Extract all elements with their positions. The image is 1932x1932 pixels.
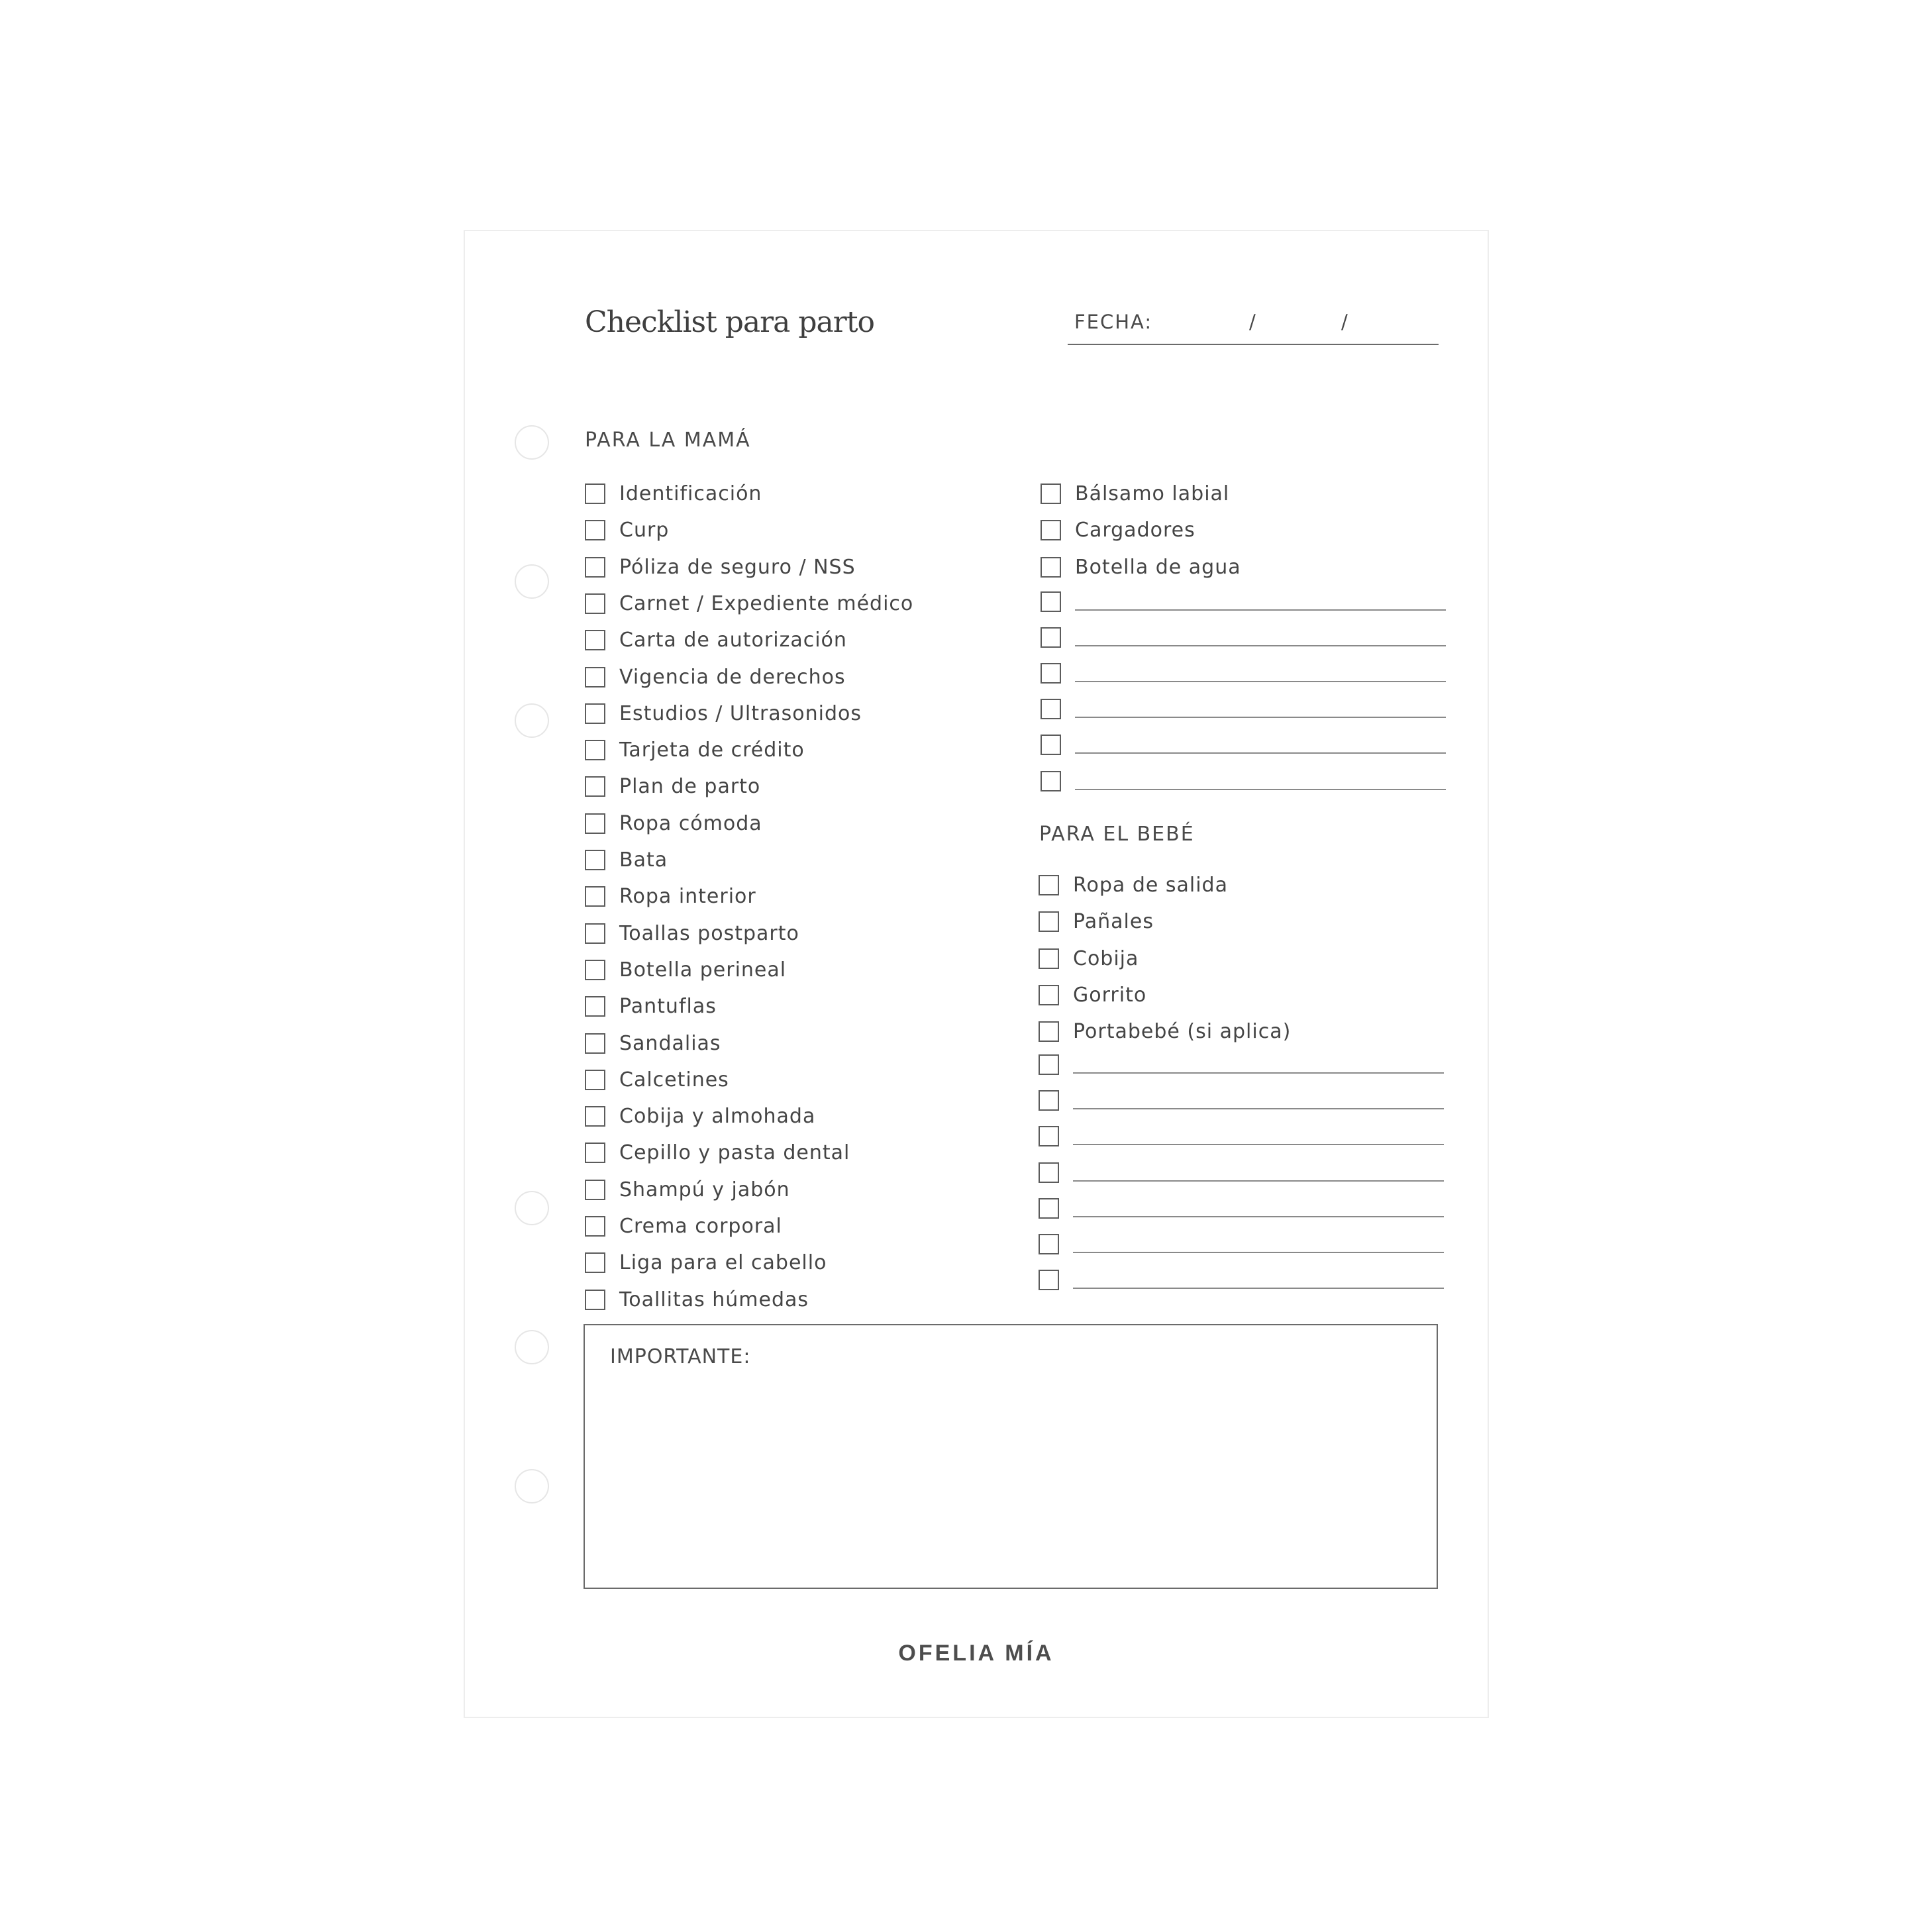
write-in-line[interactable] [1073,1108,1444,1109]
checkbox[interactable] [585,1143,605,1163]
checklist-item-label: Liga para el cabello [619,1250,827,1274]
checklist-item[interactable] [585,554,856,580]
checklist-item-label: Carnet / Expediente médico [619,591,914,615]
write-in-line[interactable] [1075,717,1446,718]
checklist-item-label: Bálsamo labial [1075,482,1230,505]
checklist-item[interactable] [585,883,756,909]
checkbox[interactable] [585,520,605,540]
blank-checklist-item[interactable] [1041,660,1446,686]
checkbox[interactable] [1041,771,1061,791]
checklist-item-label: Tarjeta de crédito [619,738,805,762]
checklist-item[interactable] [585,664,846,690]
checklist-item[interactable] [585,773,760,799]
write-in-line[interactable] [1073,1072,1444,1074]
checkbox[interactable] [585,740,605,760]
checkbox[interactable] [1039,1234,1059,1254]
checkbox[interactable] [585,1106,605,1127]
checkbox[interactable] [585,630,605,650]
binder-hole [515,564,549,599]
checklist-item[interactable] [585,1286,809,1313]
checklist-item[interactable] [585,737,805,763]
checkbox[interactable] [1041,520,1061,540]
checkbox[interactable] [1041,591,1061,612]
checkbox[interactable] [1039,875,1059,895]
checklist-item-label: Curp [619,518,670,542]
checkbox[interactable] [585,850,605,870]
checkbox[interactable] [585,1070,605,1090]
brand-logo: OFELIA MÍA [898,1641,1054,1666]
write-in-line[interactable] [1073,1288,1444,1289]
binder-hole [515,1469,549,1503]
checklist-item-label: Cobija y almohada [619,1104,816,1128]
checklist-item[interactable] [585,1139,850,1166]
checkbox[interactable] [1039,948,1059,969]
section-heading-bebe: PARA EL BEBÉ [1039,823,1195,846]
checkbox[interactable] [1039,1162,1059,1183]
checklist-item-label: Botella perineal [619,958,787,982]
write-in-line[interactable] [1075,645,1446,646]
binder-hole [515,703,549,738]
date-label: FECHA: [1074,311,1153,333]
checklist-item-label: Carta de autorización [619,628,847,652]
checklist-item-label: Portabebé (si aplica) [1073,1019,1292,1043]
checkbox[interactable] [585,1180,605,1200]
blank-checklist-item[interactable] [1039,1087,1444,1113]
checkbox[interactable] [585,886,605,907]
checklist-item-label: Pañales [1073,909,1154,933]
checklist-item[interactable] [585,700,862,727]
checklist-item-label: Gorrito [1073,983,1147,1007]
date-separator: / [1341,311,1348,333]
checklist-item[interactable] [585,1213,782,1239]
write-in-line[interactable] [1075,752,1446,754]
checklist-item[interactable] [1041,517,1195,543]
section-heading-mama: PARA LA MAMÁ [585,429,751,452]
blank-checklist-item[interactable] [1039,1266,1444,1293]
blank-checklist-item[interactable] [1039,1159,1444,1186]
checklist-item-label: Sandalias [619,1031,721,1055]
blank-checklist-item[interactable] [1039,1123,1444,1149]
blank-checklist-item[interactable] [1041,768,1446,794]
checklist-item-label: Pantuflas [619,994,717,1018]
page-title: Checklist para parto [585,305,874,339]
checkbox[interactable] [585,593,605,614]
write-in-line[interactable] [1073,1216,1444,1217]
planner-sheet [464,230,1489,1718]
checkbox[interactable] [1041,663,1061,684]
checklist-item[interactable] [585,1030,721,1056]
checklist-item-label: Vigencia de derechos [619,665,846,689]
blank-checklist-item[interactable] [1041,695,1446,722]
checkbox[interactable] [585,1252,605,1273]
blank-checklist-item[interactable] [1039,1195,1444,1221]
checklist-item[interactable] [585,1176,790,1203]
checkbox[interactable] [585,923,605,944]
checklist-item-label: Estudios / Ultrasonidos [619,701,862,725]
checkbox[interactable] [585,813,605,834]
checklist-item[interactable] [585,627,847,653]
checklist-item[interactable] [585,1249,827,1276]
checklist-item-label: Botella de agua [1075,555,1241,579]
checkbox[interactable] [1039,1090,1059,1111]
checkbox[interactable] [585,1216,605,1237]
checklist-item-label: Identificación [619,482,762,505]
write-in-line[interactable] [1073,1144,1444,1145]
checkbox[interactable] [585,557,605,578]
checkbox[interactable] [585,1290,605,1310]
checklist-item[interactable] [1041,480,1229,507]
checklist-item[interactable] [1039,872,1228,898]
checkbox[interactable] [1039,911,1059,932]
checklist-item[interactable] [585,993,717,1019]
checkbox[interactable] [585,703,605,724]
checkbox[interactable] [1041,557,1061,578]
checkbox[interactable] [585,1033,605,1054]
checklist-item[interactable] [585,480,762,507]
checkbox[interactable] [585,667,605,687]
checklist-item-label: Crema corporal [619,1214,782,1238]
checklist-item-label: Cobija [1073,946,1139,970]
checkbox[interactable] [1041,627,1061,648]
blank-checklist-item[interactable] [1041,731,1446,758]
blank-checklist-item[interactable] [1039,1051,1444,1078]
checkbox[interactable] [1041,483,1061,504]
checklist-item[interactable] [585,920,799,946]
checklist-item[interactable] [585,846,668,873]
checkbox[interactable] [1041,699,1061,719]
blank-checklist-item[interactable] [1041,624,1446,650]
checklist-item[interactable] [585,956,786,983]
checklist-item[interactable] [585,590,913,617]
checklist-item-label: Ropa de salida [1073,873,1228,897]
checklist-item[interactable] [1039,1018,1291,1044]
checklist-item-label: Plan de parto [619,774,761,798]
write-in-line[interactable] [1073,1180,1444,1182]
important-label: IMPORTANTE: [610,1345,751,1368]
checklist-item[interactable] [585,1066,729,1093]
checklist-item[interactable] [585,810,762,837]
checklist-item-label: Cargadores [1075,518,1195,542]
checkbox[interactable] [1041,735,1061,755]
date-field[interactable] [1068,311,1439,345]
checklist-item[interactable] [585,517,669,543]
date-separator: / [1249,311,1256,333]
checklist-item[interactable] [585,1103,815,1129]
checklist-item-label: Póliza de seguro / NSS [619,555,856,579]
checkbox[interactable] [1039,1021,1059,1042]
write-in-line[interactable] [1073,1252,1444,1253]
checkbox[interactable] [585,776,605,797]
checklist-item[interactable] [1039,945,1139,972]
binder-hole [515,1191,549,1225]
checkbox[interactable] [1039,1270,1059,1290]
checklist-item[interactable] [1041,554,1241,580]
write-in-line[interactable] [1075,609,1446,611]
checkbox[interactable] [1039,1198,1059,1219]
checklist-item[interactable] [1039,982,1146,1008]
checkbox[interactable] [585,483,605,504]
checklist-item[interactable] [1039,908,1154,935]
binder-hole [515,425,549,460]
write-in-line[interactable] [1075,681,1446,682]
checklist-item-label: Toallas postparto [619,921,799,945]
checklist-item-label: Ropa interior [619,884,756,908]
checkbox[interactable] [585,960,605,980]
checklist-item-label: Shampú y jabón [619,1178,790,1201]
write-in-line[interactable] [1075,789,1446,790]
blank-checklist-item[interactable] [1041,588,1446,615]
checkbox[interactable] [1039,1054,1059,1075]
checkbox[interactable] [585,996,605,1017]
binder-hole [515,1330,549,1364]
checklist-item-label: Cepillo y pasta dental [619,1141,850,1164]
checkbox[interactable] [1039,985,1059,1005]
important-notes-box[interactable] [584,1324,1438,1589]
checkbox[interactable] [1039,1126,1059,1146]
checklist-item-label: Ropa cómoda [619,811,762,835]
blank-checklist-item[interactable] [1039,1231,1444,1257]
checklist-item-label: Toallitas húmedas [619,1288,809,1311]
checklist-item-label: Calcetines [619,1068,729,1092]
checklist-item-label: Bata [619,848,668,872]
